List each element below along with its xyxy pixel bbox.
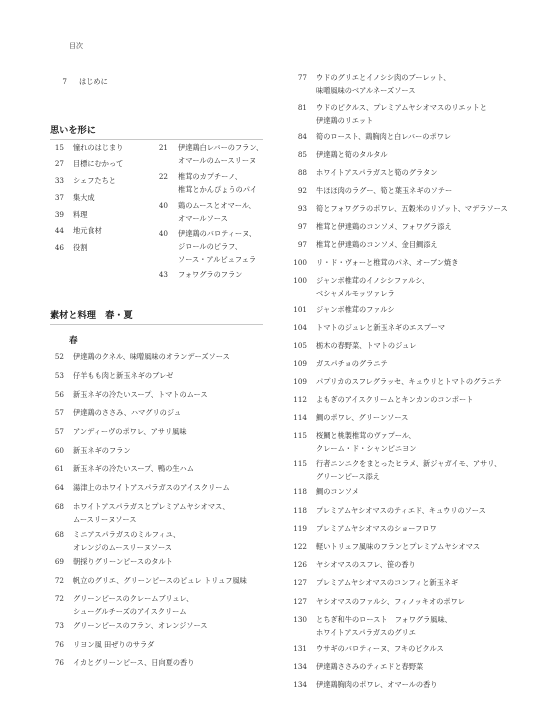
- entry-title-line: 伊達鶏白レバーのフラン、: [178, 143, 264, 152]
- page-number: 122: [293, 542, 307, 551]
- entry-title: はじめに: [79, 77, 108, 86]
- toc-entry[interactable]: [50, 555, 173, 568]
- page-number: 88: [297, 168, 307, 177]
- entry-title: [316, 613, 452, 639]
- entry-title: [73, 208, 87, 221]
- entry-title: [73, 574, 247, 587]
- entry-title-line: ソース・アルビュフェラ: [178, 255, 257, 264]
- page-number: 22: [158, 172, 168, 181]
- entry-title: [316, 184, 452, 197]
- toc-entry[interactable]: [290, 202, 508, 215]
- entry-title: [316, 166, 437, 179]
- toc-entry[interactable]: [290, 522, 437, 535]
- page-number: 100: [293, 258, 307, 267]
- entry-title-line: 栃木の春野菜、トマトのジュレ: [316, 341, 417, 350]
- entry-title-line: グリーンピースのフラン、オレンジソース: [73, 621, 208, 630]
- page-number: 72: [54, 576, 64, 585]
- page-number: 134: [293, 662, 307, 671]
- entry-title: [73, 350, 230, 363]
- toc-entry[interactable]: [290, 411, 408, 424]
- entry-title-line: よもぎのアイスクリームとキンカンのコンポート: [316, 395, 474, 404]
- toc-entry[interactable]: [290, 613, 452, 639]
- toc-entry[interactable]: [290, 130, 451, 143]
- entry-title: [73, 425, 187, 438]
- entry-title-line: ホワイトアスパラガスとプレミアムヤシオマス、: [73, 502, 230, 511]
- entry-title-line: ジロールのピラフ、: [178, 242, 242, 251]
- toc-entry[interactable]: [50, 574, 247, 587]
- toc-entry[interactable]: [50, 157, 123, 170]
- toc-entry[interactable]: [155, 227, 256, 266]
- toc-entry[interactable]: [50, 656, 194, 669]
- entry-title-line: 筍とフォワグラのポワレ、五穀米のリゾット、マデラソース: [316, 204, 508, 213]
- entry-title: [316, 540, 480, 553]
- entry-title-line: ベシャメルモッツァレラ: [316, 289, 395, 298]
- entry-title-line: 憧れのはじまり: [73, 143, 124, 152]
- page-number: 72: [54, 594, 64, 603]
- toc-entry[interactable]: [50, 241, 87, 254]
- entry-title-line: リヨン風 田ぜりのサラダ: [73, 640, 155, 649]
- entry-title: [316, 558, 416, 571]
- entry-title-line: 仔羊もも肉と新玉ネギのブレゼ: [73, 371, 174, 380]
- entry-title: [73, 157, 123, 170]
- entry-title-line: ホワイトアスパラガスのグリエ: [316, 628, 416, 637]
- toc-header: 目次: [69, 42, 83, 50]
- entry-title-line: 鯛のコンソメ: [316, 487, 359, 496]
- section-rule: [50, 324, 263, 325]
- entry-title-line: ガスパチョのグラニテ: [316, 359, 388, 368]
- toc-entry[interactable]: [290, 660, 423, 673]
- toc-entry[interactable]: [290, 184, 452, 197]
- entry-title-line: 鶏のムースとオマール、: [178, 201, 256, 210]
- entry-title-line: ムースリーヌソース: [73, 515, 137, 524]
- entry-title: [73, 241, 87, 254]
- entry-title: [73, 638, 154, 651]
- toc-entry[interactable]: [290, 457, 501, 483]
- entry-title-line: 集大成: [73, 193, 95, 202]
- toc-entry[interactable]: [50, 208, 87, 221]
- page-number: 130: [293, 615, 307, 624]
- toc-entry[interactable]: [290, 321, 445, 334]
- toc-entry[interactable]: [155, 170, 257, 196]
- toc-entry[interactable]: [50, 191, 95, 204]
- entry-title-line: ジャンボ椎茸のイノシシファルシ、: [316, 276, 430, 285]
- entry-title-line: グリーンピースのクレームブリュレ、: [73, 594, 194, 603]
- toc-entry[interactable]: [50, 224, 102, 237]
- toc-entry[interactable]: [290, 485, 359, 498]
- entry-title: [316, 595, 465, 608]
- toc-entry[interactable]: [290, 429, 416, 455]
- page-number: 27: [54, 159, 64, 168]
- entry-title-line: シューグルチーズのアイスクリーム: [73, 607, 187, 616]
- toc-entry[interactable]: [155, 268, 242, 281]
- toc-entry[interactable]: [290, 375, 502, 388]
- toc-entry[interactable]: [290, 576, 458, 589]
- page-number: 134: [293, 680, 307, 689]
- entry-title: [73, 174, 116, 187]
- entry-title: [73, 462, 194, 475]
- page-number: 100: [293, 276, 307, 285]
- entry-title-line: プレミアムヤシオマスのコンフィと新玉ネギ: [316, 578, 459, 587]
- page-number: 53: [54, 371, 64, 380]
- page-number: 44: [54, 226, 64, 235]
- page-number: 114: [293, 413, 307, 422]
- entry-title: [316, 256, 458, 269]
- entry-title: [178, 227, 256, 266]
- toc-entry[interactable]: [50, 619, 207, 632]
- entry-title-line: 椎茸と伊達鶏のコンソメ、フォワグラ添え: [316, 222, 452, 231]
- toc-entry[interactable]: [290, 101, 487, 127]
- entry-title-line: リ・ド・ヴォーと椎茸のパネ、オーブン焼き: [316, 258, 459, 267]
- page-number: 76: [54, 640, 64, 649]
- entry-title-line: 地元食材: [73, 226, 102, 235]
- page-number: 93: [297, 204, 307, 213]
- page-number: 57: [54, 427, 64, 436]
- toc-entry[interactable]: [290, 148, 388, 161]
- entry-title: [316, 678, 437, 691]
- entry-title-line: ヤシオマスのスフレ、笹の香り: [316, 560, 416, 569]
- entry-title-line: 牛ほほ肉のラグー、筍と葉玉ネギのソテー: [316, 186, 453, 195]
- entry-title: [316, 220, 452, 233]
- page-number: 127: [293, 597, 307, 606]
- entry-title-line: ウドのピクルス、プレミアムヤシオマスのリエットと: [316, 103, 487, 112]
- entry-title: [73, 369, 173, 382]
- entry-title-line: プレミアムヤシオマスのティエド、キュウリのソース: [316, 506, 486, 515]
- page-number: 77: [297, 73, 307, 82]
- entry-title: [73, 528, 180, 554]
- toc-entry[interactable]: [50, 638, 154, 651]
- entry-title: [316, 238, 438, 251]
- toc-entry[interactable]: [290, 393, 473, 406]
- entry-title-line: 桜鯛と桃製椎茸のヴァプール、: [316, 431, 416, 440]
- page-number: 101: [293, 305, 307, 314]
- page-number: 112: [293, 395, 307, 404]
- entry-title: [316, 429, 416, 455]
- page-number: 69: [54, 557, 64, 566]
- page-number: 127: [293, 578, 307, 587]
- page-number: 119: [293, 524, 307, 533]
- page-number: 52: [54, 352, 64, 361]
- toc-entry[interactable]: [50, 369, 173, 382]
- page-number: 57: [54, 408, 64, 417]
- toc-entry[interactable]: [290, 166, 437, 179]
- entry-title-line: 筍のロースト、鶏胸肉と白レバーのポワレ: [316, 132, 452, 141]
- entry-title-line: プレミアムヤシオマスのショーフロワ: [316, 524, 437, 533]
- toc-entry[interactable]: [290, 71, 450, 97]
- toc-entry[interactable]: [290, 678, 437, 691]
- entry-title: [316, 375, 502, 388]
- page-number: 109: [293, 377, 307, 386]
- toc-entry[interactable]: [290, 303, 395, 316]
- section-rule: [50, 139, 263, 140]
- entry-title-line: 鯛のポワレ、グリーンソース: [316, 413, 409, 422]
- entry-title: [316, 522, 437, 535]
- toc-entry[interactable]: [50, 388, 208, 401]
- entry-title: [73, 444, 131, 457]
- entry-title-line: 椎茸のカプチーノ、: [178, 172, 242, 181]
- page-number: 46: [54, 243, 64, 252]
- entry-title: [178, 170, 257, 196]
- entry-title: [316, 642, 444, 655]
- toc-entry[interactable]: [50, 444, 131, 457]
- entry-title: [73, 406, 181, 419]
- toc-entry[interactable]: [290, 504, 486, 517]
- entry-title-line: オマールのムースリーヌ: [178, 156, 257, 165]
- page-number: 39: [54, 210, 64, 219]
- page-number: 118: [293, 487, 307, 496]
- entry-title: [73, 191, 95, 204]
- entry-title: [73, 656, 194, 669]
- entry-title-line: イカとグリーンピース、日向夏の香り: [73, 658, 195, 667]
- entry-title-line: 役割: [73, 243, 88, 252]
- entry-title: [73, 619, 207, 632]
- page-number: 40: [158, 229, 168, 238]
- entry-title: [316, 411, 408, 424]
- toc-entry[interactable]: [290, 595, 465, 608]
- entry-title: [316, 274, 429, 300]
- toc-entry[interactable]: [50, 425, 187, 438]
- entry-title: [178, 199, 256, 225]
- page-number: 104: [293, 323, 307, 332]
- entry-title: [316, 660, 423, 673]
- toc-entry[interactable]: [50, 141, 123, 154]
- page-number: 81: [297, 103, 307, 112]
- entry-title-line: 目標にむかって: [73, 159, 124, 168]
- entry-title: [316, 321, 445, 334]
- entry-title: [73, 388, 208, 401]
- toc-entry-intro[interactable]: [50, 75, 108, 88]
- entry-title: [316, 202, 508, 215]
- entry-title-line: 新玉ネギの冷たいスープ、トマトのムース: [73, 390, 208, 399]
- toc-entry[interactable]: [290, 220, 452, 233]
- entry-title-line: 伊達鶏のリエット: [316, 116, 374, 125]
- page-number: 84: [297, 132, 307, 141]
- page-number: 56: [54, 390, 64, 399]
- toc-entry[interactable]: [290, 540, 480, 553]
- entry-title: [316, 303, 395, 316]
- entry-title-line: 朝採りグリーンピースのタルト: [73, 557, 173, 566]
- entry-title: [178, 141, 263, 167]
- page-number: 33: [54, 176, 64, 185]
- entry-title-line: 伊達鶏と筍のタルタル: [316, 150, 388, 159]
- page-number: 43: [158, 270, 168, 279]
- entry-title-line: 伊達鶏のクネル、味噌風味のオランデーズソース: [73, 352, 230, 361]
- entry-title-line: ウドのグリエとイノシシ肉のブーレット、: [316, 73, 451, 82]
- entry-title-line: パプリカのスフレグラッセ、キュウリとトマトのグラニテ: [316, 377, 502, 386]
- toc-entry[interactable]: [155, 199, 256, 225]
- entry-title: [316, 504, 486, 517]
- page-number: 60: [54, 446, 64, 455]
- page-number: 68: [54, 502, 64, 511]
- section-title-omoi: 思いを形に: [50, 125, 96, 136]
- entry-title-line: 行者ニンニクをまとったヒラメ、新ジャガイモ、アサリ、: [316, 459, 502, 468]
- page-number: 126: [293, 560, 307, 569]
- toc-entry[interactable]: [50, 528, 180, 554]
- toc-entry[interactable]: [290, 256, 458, 269]
- entry-title-line: 伊達鶏のバロティーヌ、: [178, 229, 257, 238]
- page-number: 115: [293, 459, 307, 468]
- page-number: 97: [297, 240, 307, 249]
- toc-entry[interactable]: [290, 274, 429, 300]
- page-number: 61: [54, 464, 64, 473]
- page-number: 64: [54, 483, 64, 492]
- entry-title-line: とちぎ和牛のロースト フォワグラ風味、: [316, 615, 452, 624]
- entry-title-line: 軽いトリュフ風味のフランとプレミアムヤシオマス: [316, 542, 481, 551]
- entry-title-line: トマトのジュレと新玉ネギのエスプーマ: [316, 323, 446, 332]
- entry-title: [316, 457, 501, 483]
- entry-title: [73, 481, 230, 494]
- entry-title: [73, 141, 123, 154]
- entry-title: [178, 268, 242, 281]
- toc-entry[interactable]: [290, 357, 388, 370]
- entry-title-line: アンディーヴのポワレ、アサリ風味: [73, 427, 187, 436]
- entry-title: [73, 555, 173, 568]
- entry-title: [316, 485, 359, 498]
- entry-title-line: 伊達鶏胸肉のポワレ、オマールの香り: [316, 680, 438, 689]
- entry-title-line: 新玉ネギのフラン: [73, 446, 131, 455]
- page-number: 118: [293, 506, 307, 515]
- entry-title-line: オマールソース: [178, 214, 228, 223]
- entry-title-line: ジャンボ椎茸のファルシ: [316, 305, 395, 314]
- entry-title-line: 料理: [73, 210, 88, 219]
- page-number: 109: [293, 359, 307, 368]
- entry-title-line: 帆立のグリエ、グリーンピースのピュレ トリュフ風味: [73, 576, 247, 585]
- page-number: 85: [297, 150, 307, 159]
- page-number: 37: [54, 193, 64, 202]
- entry-title-line: フォワグラのフラン: [178, 270, 243, 279]
- entry-title-line: ウサギのバロティーヌ、フキのピクルス: [316, 644, 444, 653]
- toc-entry[interactable]: [50, 406, 181, 419]
- toc-entry[interactable]: [50, 350, 230, 363]
- toc-entry[interactable]: [155, 141, 263, 167]
- toc-entry[interactable]: [290, 642, 444, 655]
- page-number: 97: [297, 222, 307, 231]
- page-number: 105: [293, 341, 307, 350]
- entry-title: [73, 500, 230, 526]
- page-number: 15: [54, 143, 64, 152]
- entry-title: [316, 130, 451, 143]
- toc-entry[interactable]: [50, 462, 194, 475]
- entry-title-line: ミニアスパラガスのミルフィユ、: [73, 530, 181, 539]
- entry-title: [316, 339, 416, 352]
- entry-title: [316, 576, 458, 589]
- section-title-spring-summer: 素材と料理 春・夏: [50, 310, 133, 321]
- entry-title: [73, 592, 193, 618]
- entry-title-line: グリーンピース添え: [316, 472, 380, 481]
- entry-title: [316, 148, 388, 161]
- entry-title-line: 椎茸と伊達鶏のコンソメ、金目鯛添え: [316, 240, 438, 249]
- page-number: 73: [54, 621, 64, 630]
- entry-title-line: ホワイトアスパラガスと筍のグラタン: [316, 168, 438, 177]
- entry-title-line: 伊達鶏のささみ、ハマグリのジュ: [73, 408, 182, 417]
- entry-title-line: オレンジのムースリーヌソース: [73, 543, 172, 552]
- page-number: 131: [293, 644, 307, 653]
- entry-title-line: 伊達鶏ささみのティエドと春野菜: [316, 662, 424, 671]
- toc-entry[interactable]: [290, 558, 416, 571]
- toc-entry[interactable]: [50, 500, 230, 526]
- entry-title: [316, 393, 473, 406]
- entry-title-line: 味噌風味のベアルネーズソース: [316, 86, 416, 95]
- toc-entry[interactable]: [290, 238, 438, 251]
- page-number: 115: [293, 431, 307, 440]
- entry-title: [73, 224, 102, 237]
- toc-entry[interactable]: [50, 174, 116, 187]
- page-number: 92: [297, 186, 307, 195]
- page-number: 76: [54, 658, 64, 667]
- page-number: 7: [62, 77, 67, 86]
- entry-title-line: シェフたちと: [73, 176, 116, 185]
- page-number: 40: [158, 201, 168, 210]
- toc-entry[interactable]: [50, 592, 193, 618]
- entry-title-line: 湯津上のホワイトアスパラガスのアイスクリーム: [73, 483, 230, 492]
- entry-title-line: 椎茸とかんぴょうのパイ: [178, 185, 258, 194]
- entry-title-line: 新玉ネギの冷たいスープ、鴨の生ハム: [73, 464, 194, 473]
- entry-title: [316, 357, 388, 370]
- toc-entry[interactable]: [290, 339, 416, 352]
- toc-entry[interactable]: [50, 481, 230, 494]
- page-number: 68: [54, 530, 64, 539]
- subsection-title-spring: 春: [69, 336, 78, 346]
- entry-title: [316, 71, 450, 97]
- entry-title: [316, 101, 487, 127]
- entry-title-line: ヤシオマスのファルシ、フィノッキオのポワレ: [316, 597, 465, 606]
- page-number: 21: [158, 143, 168, 152]
- entry-title-line: クレーム・ド・シャンピニヨン: [316, 444, 417, 453]
